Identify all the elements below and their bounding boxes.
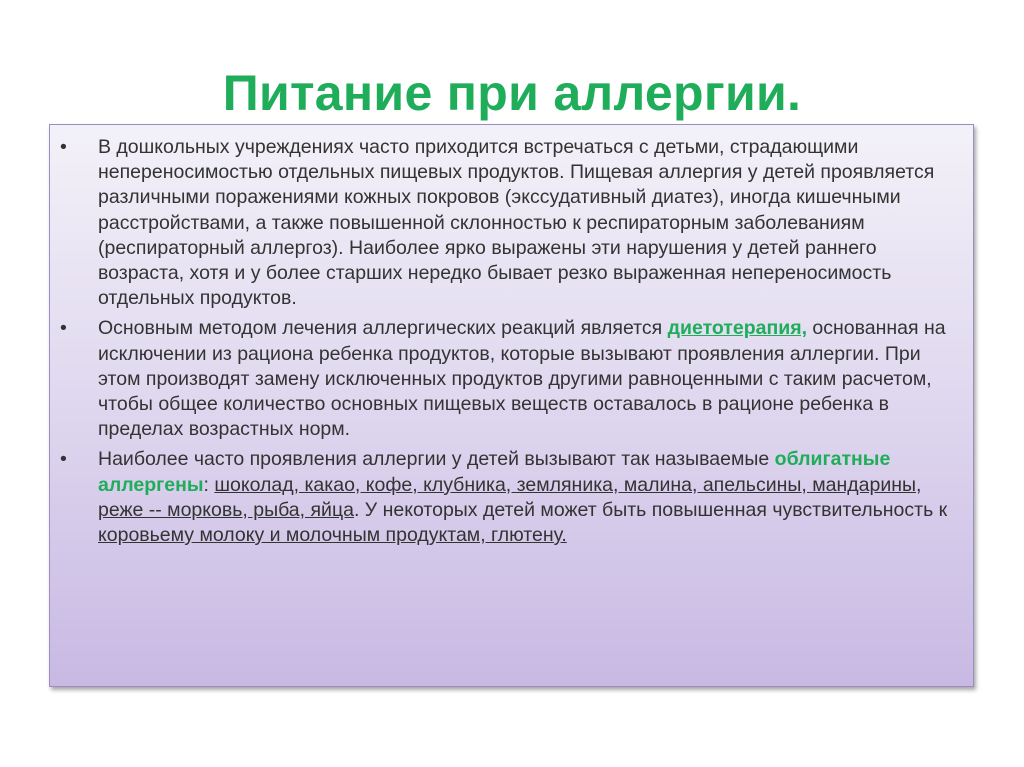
bullet-1-text: В дошкольных учреждениях часто приходится встречаться с детьми, страдающими непереносимостью отдельных пищевых продуктов. Пищевая аллергия у детей проявляется различными поражениями кожных покровов (экссудативный диатез), иногда кишечными расстройствами, а также повышенной склонностью к респираторным заболеваниям (респираторный аллергоз). Наиболее ярко выражены эти нарушения у детей раннего возраста, хотя и у более старших нередко бывает резко выраженная непереносимость отдельных продуктов. (98, 136, 935, 310)
bullet-marker: • (60, 448, 67, 471)
dietotherapy-link[interactable]: диетотерапия, (667, 317, 808, 340)
obligate-allergens-term: облигатные аллергены (98, 448, 891, 496)
content-box (49, 124, 974, 687)
bullet-3-colon: : (203, 473, 215, 496)
bullet-3-text-before: Наиболее часто проявления аллергии у детей вызывают так называемые (98, 448, 775, 471)
bullet-2-text-after: основанная на исключении из рациона ребенка продуктов, которые вызывают проявления аллергии. При этом производят замену исключенных продуктов другими равноценными с таким расчетом, чтобы общее количество основных пищевых веществ оставалось в рационе ребенка в пределах возрастных норм. (98, 317, 946, 441)
bullet-item-3 (60, 447, 953, 548)
bullet-2-text-before: Основным методом лечения аллергических реакций является (98, 317, 668, 340)
allergen-foods-list: шоколад, какао, кофе, клубника, земляника, малина, апельсины, мандарины, реже -- морковь, рыба, яйца (98, 473, 922, 521)
bullet-list (60, 135, 953, 548)
bullet-item-1 (60, 135, 953, 311)
milk-gluten-text: коровьему молоку и молочным продуктам, глютену. (98, 524, 567, 547)
slide-title: Питание при аллергии. (222, 64, 802, 121)
bullet-marker: • (60, 317, 67, 340)
bullet-marker: • (60, 136, 67, 158)
bullet-3-text-mid: . У некоторых детей может быть повышенная чувствительность к (353, 498, 948, 521)
bullet-item-2 (60, 316, 953, 442)
